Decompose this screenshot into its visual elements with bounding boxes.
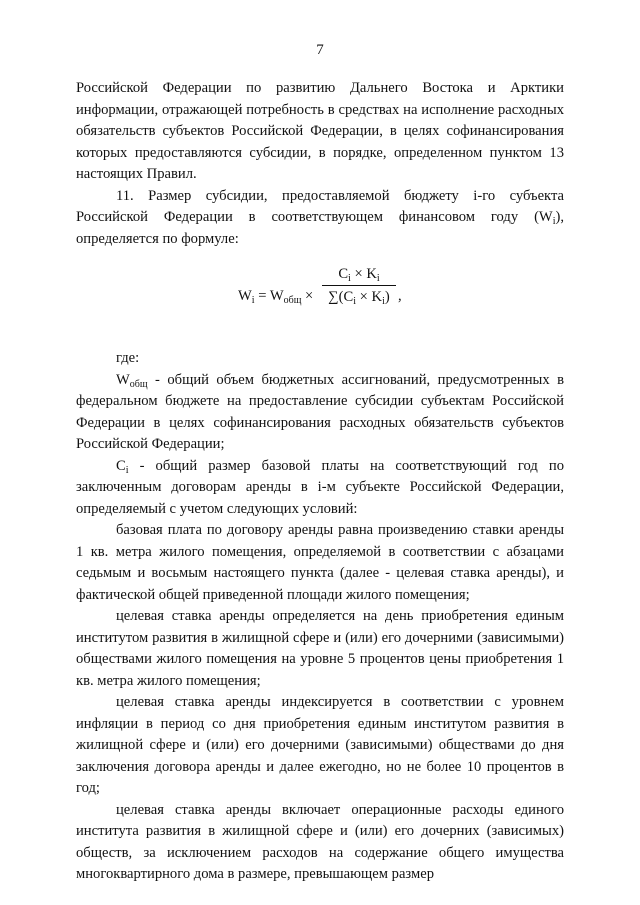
page-number: 7	[316, 42, 324, 58]
definition-w-symbol: W	[116, 371, 130, 388]
paragraph-11-text: 11. Размер субсидии, предоставляемой бюджету i-го субъекта Российской Федерации в соответствующем финансовом году (W	[76, 187, 564, 225]
paragraph-continuation: Российской Федерации по развитию Дальнего Востока и Арктики информации, отражающей потребность в средствах на исполнение расходных обязательств субъектов Российской Федерации, в целях софинансирования которых предоставляются субсидии, в порядке, определенном пунктом 13 настоящих Правил.	[76, 80, 564, 182]
formula-denominator	[322, 286, 396, 308]
formula-w-total-sub: общ	[283, 295, 302, 306]
formula-den-k: K	[371, 289, 383, 305]
condition-base-fee: базовая плата по договору аренды равна произведению ставки аренды 1 кв. метра жилого помещения, определяемой в соответствии с абзацами седьмым и восьмым настоящего пункта (далее - целевая ставка аренды), и фактической общей приведенной площади жилого помещения;	[76, 522, 564, 603]
condition-rate-indexation: целевая ставка аренды индексируется в соответствии с уровнем инфляции в период со дня приобретения единым институтом развития в жилищной сфере и (или) его дочерними (зависимыми) обществами до дня заключения договора аренды и далее ежегодно, но не более 10 процентов в год;	[76, 694, 564, 796]
formula-w: W	[238, 288, 252, 304]
formula-num-k-sub: i	[376, 273, 380, 284]
formula-den-c-sub: i	[353, 296, 357, 307]
formula-num-c-sub: i	[348, 273, 351, 284]
formula	[76, 264, 564, 326]
formula-num-k: K	[366, 266, 377, 282]
paragraph-11	[76, 186, 564, 251]
formula-den-k-sub: i	[382, 296, 385, 307]
definition-c-subscript: i	[125, 464, 129, 476]
paragraph-11-end: ), определяется по формуле:	[76, 209, 564, 247]
condition-rate-includes: целевая ставка аренды включает операционные расходы единого института развития в жилищной сфере и (или) его дочерних (зависимых) обществ, за исключением расходов на содержание общего имущества многоквартирного дома в размере, превышающем размер	[76, 801, 564, 882]
definition-w-total	[76, 370, 564, 456]
definition-c-text: - общий размер базовой платы на соответствующий год по заключенным договорам аренды в i-м субъекте Российской Федерации, определяемый с учетом следующих условий:	[76, 457, 564, 517]
formula-den-sum: ∑(C	[328, 289, 354, 305]
definition-w-text: - общий объем бюджетных ассигнований, предусмотренных в федеральном бюджете на предоставление субсидии субъектам Российской Федерации в целях софинансирования расходных обязательств субъектов Российской Федерации;	[76, 371, 564, 452]
formula-w-sub: i	[251, 295, 255, 306]
definition-c-symbol: C	[116, 457, 126, 474]
definition-c	[76, 456, 564, 521]
formula-num-times: ×	[350, 266, 367, 282]
formula-lhs	[238, 286, 313, 308]
where-label: где:	[116, 350, 140, 366]
condition-rate-determination: целевая ставка аренды определяется на день приобретения единым институтом развития в жилищной сфере и (или) его дочерними (зависимыми) обществами жилого помещения на уровне 5 процентов цены приобретения 1 кв. метра жилого помещения;	[76, 608, 564, 689]
formula-comma: ,	[398, 288, 402, 304]
document-body	[76, 78, 564, 886]
formula-fraction	[322, 264, 396, 308]
paragraph-11-subscript: i	[552, 216, 556, 227]
formula-den-close: )	[384, 289, 390, 305]
formula-eq: =	[254, 288, 270, 304]
formula-numerator	[322, 264, 396, 286]
formula-w-total: W	[269, 288, 284, 304]
formula-times: ×	[301, 288, 314, 304]
formula-den-times: ×	[356, 289, 372, 305]
definition-w-subscript: общ	[129, 378, 148, 390]
formula-num-c: C	[338, 266, 349, 282]
